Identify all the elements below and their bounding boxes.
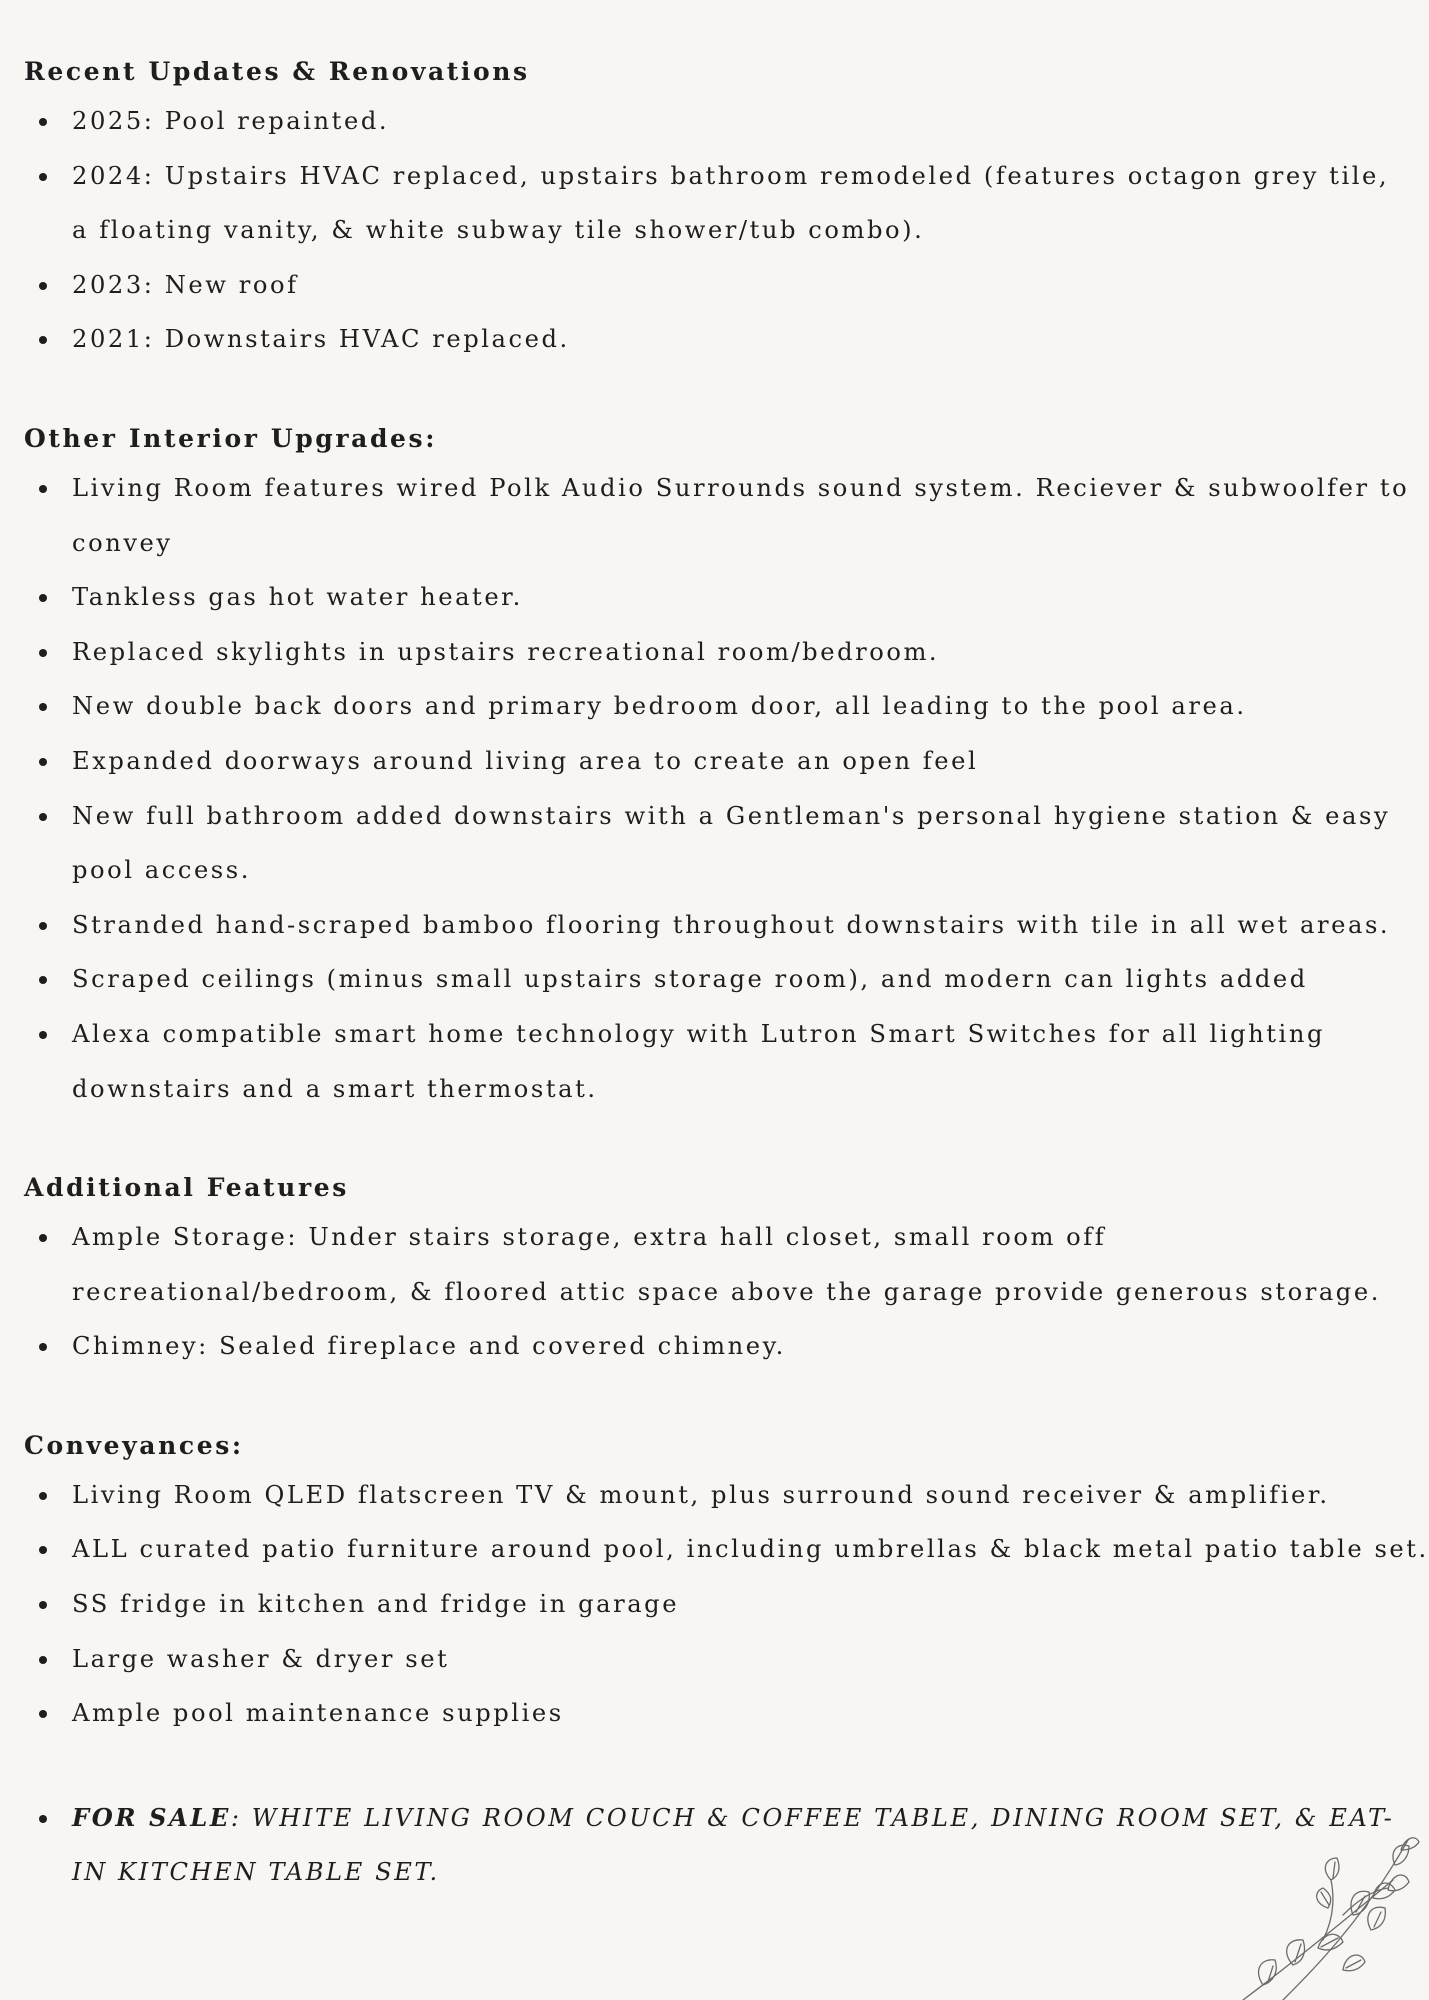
section-conveyances (24, 1424, 1429, 1741)
list-item: Scraped ceilings (minus small upstairs storage room), and modern can lights added (72, 952, 1414, 1007)
section-heading: Recent Updates & Renovations (24, 57, 530, 86)
list-item: 2025: Pool repainted. (72, 94, 1414, 149)
list-item: 2023: New roof (72, 258, 1414, 313)
for-sale-label: FOR SALE (72, 1802, 231, 1832)
section-heading: Conveyances: (24, 1430, 244, 1460)
section-interior-upgrades (24, 417, 1414, 1116)
list-item: Living Room QLED flatscreen TV & mount, plus surround sound receiver & amplifier. (72, 1468, 1414, 1523)
list-item: Large washer & dryer set (72, 1632, 1414, 1687)
list-item: SS fridge in kitchen and fridge in garage (72, 1577, 1414, 1632)
additional-features-list (24, 1210, 1414, 1374)
section-heading: Other Interior Upgrades: (24, 423, 438, 453)
list-item: Chimney: Sealed fireplace and covered chimney. (72, 1319, 1414, 1374)
leaf-branch-icon (1223, 1820, 1423, 2000)
section-additional-features (24, 1166, 1414, 1374)
list-item: New double back doors and primary bedroom door, all leading to the pool area. (72, 679, 1414, 734)
list-item: 2021: Downstairs HVAC replaced. (72, 312, 1414, 367)
list-item: Ample Storage: Under stairs storage, extra hall closet, small room off recreational/bedroom, & floored attic space above the garage provide generous storage. (72, 1210, 1414, 1319)
for-sale-list (24, 1791, 1414, 1900)
interior-upgrades-list (24, 461, 1414, 1116)
list-item: ALL curated patio furniture around pool, including umbrellas & black metal patio table set. (72, 1522, 1414, 1577)
list-item: Tankless gas hot water heater. (72, 570, 1414, 625)
section-heading: Additional Features (24, 1173, 349, 1203)
for-sale-item (72, 1791, 1414, 1900)
list-item: 2024: Upstairs HVAC replaced, upstairs bathroom remodeled (features octagon grey tile, a floating vanity, & white subway tile shower/tub combo). (72, 149, 1414, 258)
section-for-sale (24, 1791, 1414, 1900)
list-item: New full bathroom added downstairs with a Gentleman's personal hygiene station & easy pool access. (72, 789, 1414, 898)
conveyances-list (24, 1468, 1429, 1741)
list-item: Ample pool maintenance supplies (72, 1686, 1414, 1741)
list-item: Replaced skylights in upstairs recreational room/bedroom. (72, 625, 1414, 680)
section-recent-updates (24, 50, 1414, 367)
list-item: Stranded hand-scraped bamboo flooring throughout downstairs with tile in all wet areas. (72, 898, 1414, 953)
recent-updates-list (24, 94, 1414, 367)
list-item: Alexa compatible smart home technology with Lutron Smart Switches for all lighting downstairs and a smart thermostat. (72, 1007, 1414, 1116)
list-item: Expanded doorways around living area to create an open feel (72, 734, 1414, 789)
for-sale-text: : WHITE LIVING ROOM COUCH & COFFEE TABLE, DINING ROOM SET, & EAT-IN KITCHEN TABLE SET. (72, 1803, 1395, 1887)
list-item: Living Room features wired Polk Audio Surrounds sound system. Reciever & subwoolfer to convey (72, 461, 1414, 570)
document-page (24, 50, 1429, 1950)
